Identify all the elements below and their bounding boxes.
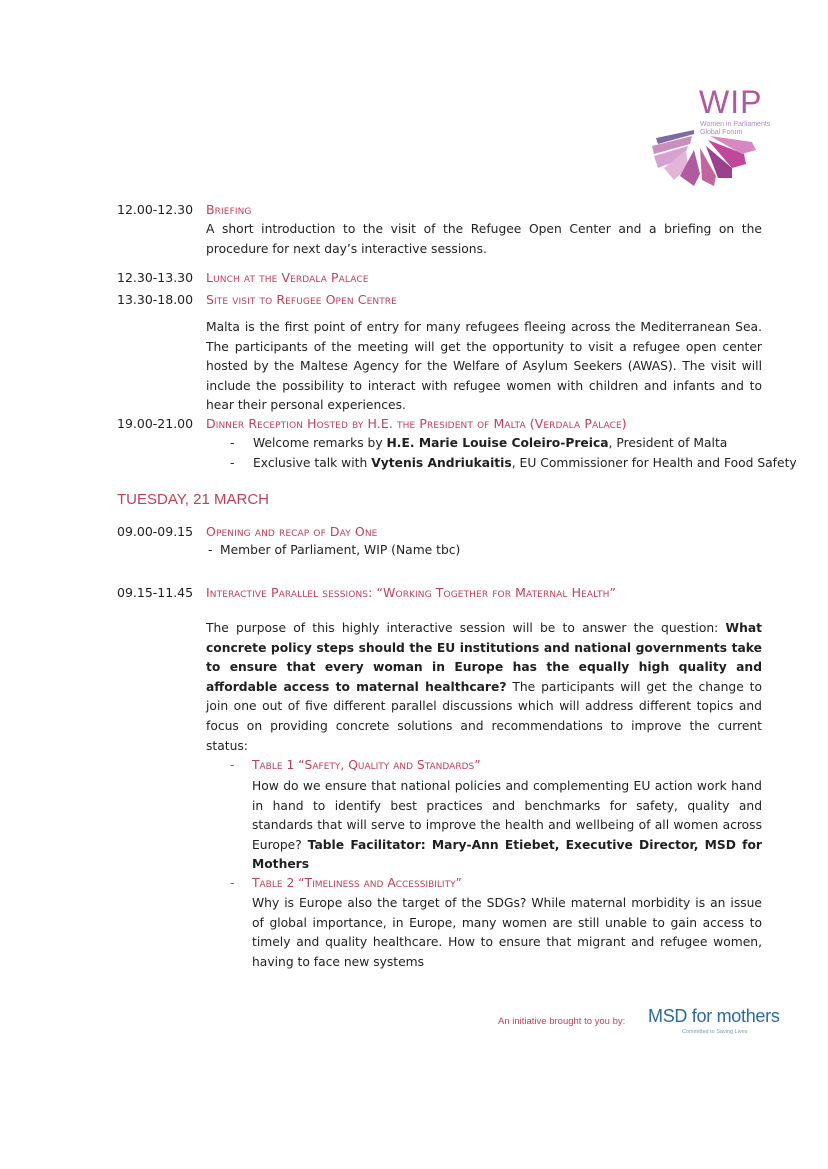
time-slot: 09.00-09.15: [117, 524, 194, 539]
day-heading: TUESDAY, 21 MARCH: [117, 491, 269, 508]
list-item: Welcome remarks by H.E. Marie Louise Coleiro-Preica, President of Malta: [253, 436, 728, 450]
time-slot: 12.00-12.30: [117, 202, 194, 217]
session-title: Site visit to Refugee Open Centre: [206, 292, 397, 307]
session-description: A short introduction to the visit of the Refugee Open Center and a briefing on the procedure for next day’s interactive sessions.: [206, 222, 762, 256]
msd-tagline: Committed to Saving Lives: [682, 1029, 748, 1035]
bullet-dash: -: [230, 758, 235, 772]
session-title: Interactive Parallel sessions: “Working Together for Maternal Health”: [206, 585, 617, 600]
session-description: The purpose of this highly interactive session will be to answer the question: What concrete policy steps should the EU institutions and national governments take to ensure that every woman in Europe has the equally high quality and affordable access to maternal healthcare? The participants will get the change to join one out of five different parallel discussions which will address different topics and focus on providing concrete solutions and recommendations to improve the current status:: [206, 621, 763, 753]
session-title: Briefing: [206, 202, 252, 217]
time-slot: 13.30-18.00: [117, 292, 194, 307]
list-item: Member of Parliament, WIP (Name tbc): [220, 543, 461, 557]
table-title: Table 1 “Safety, Quality and Standards”: [252, 758, 481, 772]
table-description: How do we ensure that national policies and complementing EU action work hand in hand to identify best practices and benchmarks for safety, quality and standards that will serve to improve the health and wellbeing of all women across Europe? Table Facilitator: Mary-Ann Etiebet, Executive Director, MSD for Mothers: [252, 779, 762, 872]
time-slot: 09.15-11.45: [117, 585, 194, 600]
bullet-dash: -: [230, 436, 235, 450]
table-facilitator: Table Facilitator: Mary-Ann Etiebet, Executive Director, MSD for Mothers: [252, 837, 762, 872]
msd-logo: MSD for mothers: [648, 1006, 780, 1026]
list-item: Exclusive talk with Vytenis Andriukaitis, EU Commissioner for Health and Food Safety: [253, 456, 797, 470]
logo-title: WIP: [699, 84, 763, 120]
footer-initiative: An initiative brought to you by:: [498, 1016, 626, 1027]
logo-subtitle-line1: Women in Parliaments: [700, 121, 771, 128]
bullet-dash: -: [208, 543, 213, 557]
time-slot: 12.30-13.30: [117, 270, 194, 285]
session-title: Dinner Reception Hosted by H.E. the President of Malta (Verdala Palace): [206, 416, 627, 431]
logo-subtitle: [700, 121, 770, 137]
bullet-dash: -: [230, 876, 235, 890]
session-description: Malta is the first point of entry for many refugees fleeing across the Mediterranean Sea. The participants of the meeting will get the opportunity to visit a refugee open center hosted by the Maltese Agency for the Welfare of Asylum Seekers (AWAS). The visit will include the possibility to interact with refugee women with children and infants and to hear their personal experiences.: [206, 320, 762, 413]
logo-subtitle-line2: Global Forum: [700, 129, 743, 136]
table-title: Table 2 “Timeliness and Accessibility”: [252, 876, 462, 890]
session-title: Lunch at the Verdala Palace: [206, 270, 369, 285]
bullet-dash: -: [230, 456, 235, 470]
session-title: Opening and recap of Day One: [206, 524, 378, 539]
table-description: Why is Europe also the target of the SDGs? While maternal morbidity is an issue of global importance, in Europe, many women are still unable to gain access to timely and quality healthcare. How to ensure that migrant and refugee women, having to face new systems: [252, 896, 762, 969]
time-slot: 19.00-21.00: [117, 416, 194, 431]
